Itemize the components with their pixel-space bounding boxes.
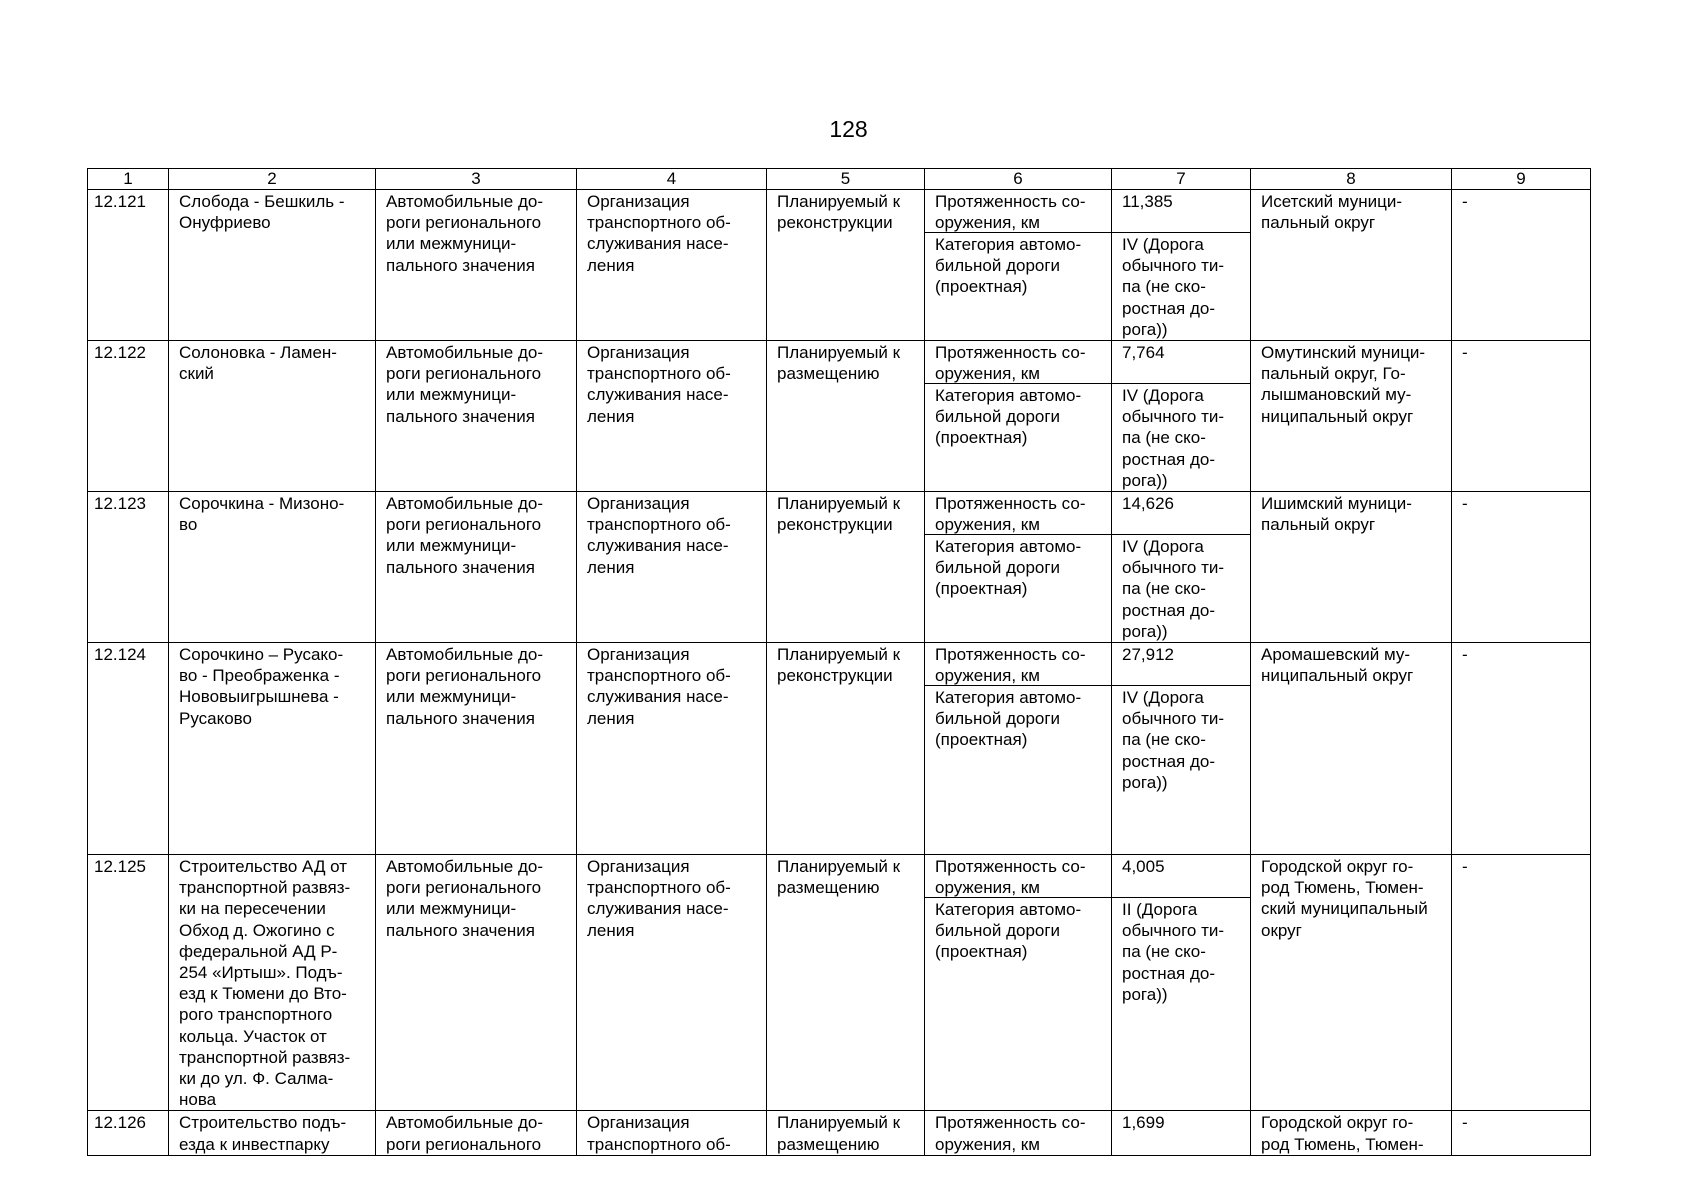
value-length: 4,005 [1112,855,1250,898]
page-number: 128 [829,116,868,142]
object-status: Планируемый к размещению [767,1111,925,1155]
object-purpose: Организация транспортного об- [577,1111,767,1155]
object-name: Строительство подъ- езда к инвестпарку [169,1111,376,1155]
column-header: 3 [376,169,577,190]
table-row [88,643,1591,855]
column-header: 8 [1251,169,1452,190]
object-zone: - [1452,855,1591,1111]
value-category: IV (Дорога обычного ти- па (не ско- ростная до- рога)) [1122,235,1225,339]
header-row [88,169,1591,190]
characteristic-category: Категория автомо- бильной дороги (проектная) [935,900,1082,962]
column-header: 5 [767,169,925,190]
object-name: Солоновка - Ламен- ский [169,341,376,492]
object-zone: - [1452,492,1591,643]
characteristic-length: Протяженность со- оружения, км [925,643,1111,686]
object-status: Планируемый к размещению [767,855,925,1111]
row-number: 12.123 [88,492,169,643]
characteristic-length: Протяженность со- оружения, км [925,492,1111,535]
object-name: Сорочкино – Русако- во - Преображенка - Нововыигрышнева - Русаково [169,643,376,855]
characteristic-category: Категория автомо- бильной дороги (проектная) [935,235,1082,297]
object-zone: - [1452,1111,1591,1155]
table-row [88,492,1591,643]
object-purpose: Организация транспортного об- служивания насе- ления [577,855,767,1111]
table-row [88,855,1591,1111]
values-cell [1112,341,1251,492]
characteristic-length: Протяженность со- оружения, км [925,190,1111,233]
object-purpose: Организация транспортного об- служивания насе- ления [577,492,767,643]
object-purpose: Организация транспортного об- служивания насе- ления [577,190,767,341]
characteristics-cell [925,190,1112,341]
value-length: 27,912 [1112,643,1250,686]
object-name: Сорочкина - Мизоно- во [169,492,376,643]
characteristic-length: Протяженность со- оружения, км [925,855,1111,898]
values-cell [1112,492,1251,643]
object-type: Автомобильные до- роги регионального или межмуници- пального значения [376,643,577,855]
value-category: IV (Дорога обычного ти- па (не ско- ростная до- рога)) [1122,386,1225,490]
values-cell [1112,643,1251,855]
value-length: 7,764 [1112,341,1250,384]
object-type: Автомобильные до- роги регионального или межмуници- пального значения [376,492,577,643]
object-name: Слобода - Бешкиль - Онуфриево [169,190,376,341]
object-zone: - [1452,643,1591,855]
characteristic-category: Категория автомо- бильной дороги (проектная) [935,386,1082,448]
object-location: Городской округ го- род Тюмень, Тюмен- [1251,1111,1452,1155]
table-row [88,190,1591,341]
column-header: 6 [925,169,1112,190]
object-location: Исетский муници- пальный округ [1251,190,1452,341]
characteristic-length: Протяженность со- оружения, км [925,341,1111,384]
table-row [88,1111,1591,1155]
characteristics-cell [925,643,1112,855]
characteristic-category: Категория автомо- бильной дороги (проектная) [935,688,1082,750]
characteristic-category: Категория автомо- бильной дороги (проектная) [935,537,1082,599]
value-length: 1,699 [1112,1111,1251,1155]
row-number: 12.122 [88,341,169,492]
values-cell [1112,855,1251,1111]
object-status: Планируемый к реконструкции [767,643,925,855]
object-purpose: Организация транспортного об- служивания насе- ления [577,341,767,492]
object-type: Автомобильные до- роги регионального или межмуници- пального значения [376,855,577,1111]
object-zone: - [1452,190,1591,341]
column-header: 2 [169,169,376,190]
row-number: 12.124 [88,643,169,855]
row-number: 12.126 [88,1111,169,1155]
object-type: Автомобильные до- роги регионального или межмуници- пального значения [376,190,577,341]
object-status: Планируемый к реконструкции [767,190,925,341]
value-length: 11,385 [1112,190,1250,233]
object-location: Городской округ го- род Тюмень, Тюмен- ский муниципальный округ [1251,855,1452,1111]
characteristics-cell [925,855,1112,1111]
object-type: Автомобильные до- роги регионального или межмуници- пального значения [376,341,577,492]
column-header: 9 [1452,169,1591,190]
planning-table [87,168,1591,1156]
object-status: Планируемый к реконструкции [767,492,925,643]
object-location: Ишимский муници- пальный округ [1251,492,1452,643]
value-category: II (Дорога обычного ти- па (не ско- ростная до- рога)) [1122,900,1225,1004]
column-header: 1 [88,169,169,190]
object-status: Планируемый к размещению [767,341,925,492]
object-location: Аромашевский му- ниципальный округ [1251,643,1452,855]
values-cell [1112,190,1251,341]
characteristic-length: Протяженность со- оружения, км [925,1111,1112,1155]
value-length: 14,626 [1112,492,1250,535]
table-row [88,341,1591,492]
column-header: 7 [1112,169,1251,190]
object-type: Автомобильные до- роги регионального [376,1111,577,1155]
characteristics-cell [925,492,1112,643]
row-number: 12.125 [88,855,169,1111]
object-purpose: Организация транспортного об- служивания насе- ления [577,643,767,855]
value-category: IV (Дорога обычного ти- па (не ско- ростная до- рога)) [1122,688,1225,792]
object-location: Омутинский муници- пальный округ, Го- лышмановский му- ниципальный округ [1251,341,1452,492]
characteristics-cell [925,341,1112,492]
value-category: IV (Дорога обычного ти- па (не ско- ростная до- рога)) [1122,537,1225,641]
object-name: Строительство АД от транспортной развяз- ки на пересечении Обход д. Ожогино с федеральной АД Р- 254 «Иртыш». Подъ- езд к Тюмени до Вто- рого транспортного кольца. Участок от транспортной развяз- ки до ул. Ф. Салма- нова [169,855,376,1111]
row-number: 12.121 [88,190,169,341]
object-zone: - [1452,341,1591,492]
column-header: 4 [577,169,767,190]
